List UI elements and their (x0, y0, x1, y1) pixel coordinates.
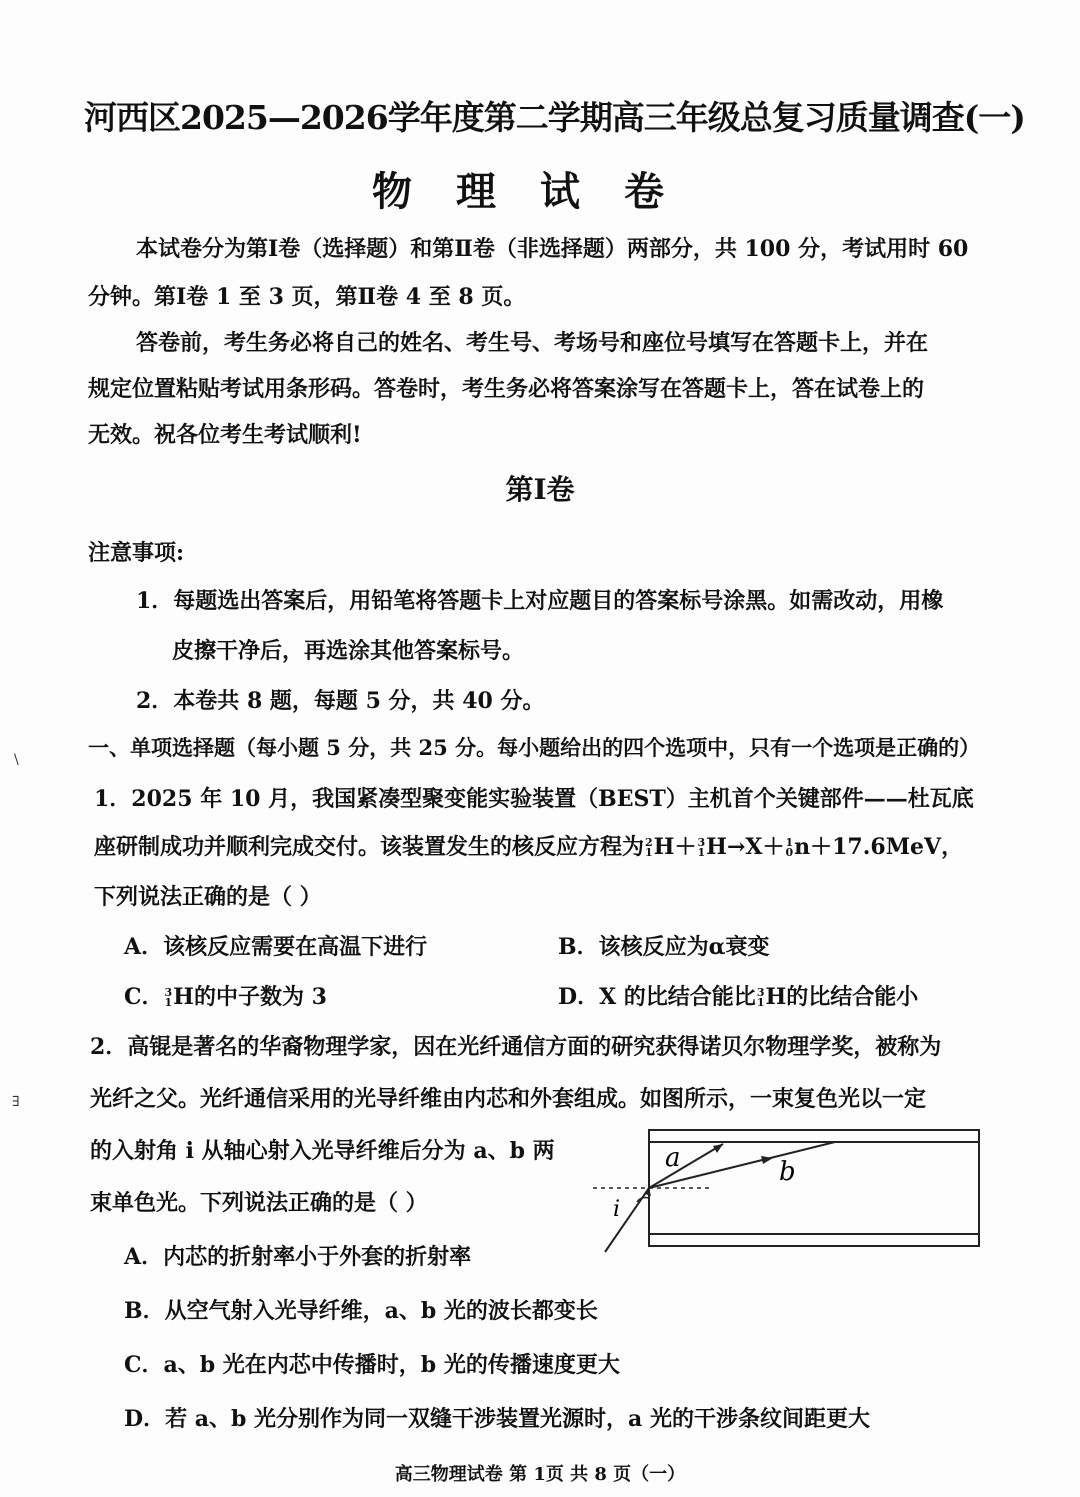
ray-a (649, 1144, 723, 1188)
q2-line-4: 束单色光。下列说法正确的是（ ） (90, 1190, 428, 1216)
part1-heading: 一、单项选择题（每小题 5 分，共 25 分。每小题给出的四个选项中，只有一个选项是正确的） (88, 735, 981, 760)
intro-line-4: 规定位置粘贴考试用条形码。答卷时，考生务必将答案涂写在答题卡上，答在试卷上的 (88, 376, 925, 402)
intro-line-2: 分钟。第Ⅰ卷 1 至 3 页，第Ⅱ卷 4 至 8 页。 (88, 284, 526, 310)
optical-fiber-figure (585, 1122, 985, 1262)
label-i: i (613, 1197, 621, 1222)
label-a: a (665, 1143, 681, 1173)
ray-a-arrowhead (713, 1144, 723, 1153)
exam-subject: 物理试卷 (372, 168, 708, 215)
reaction-arrow: →X＋ (726, 834, 785, 860)
intro-line-3: 答卷前，考生务必将自己的姓名、考生号、考场号和座位号填写在答题卡上，并在 (136, 330, 929, 356)
notice-item-1b: 皮擦干净后，再选涂其他答案标号。 (172, 638, 525, 664)
h2-isotope-numbers: 2 1 (645, 836, 653, 859)
option-d-isotope: 3 1 (756, 986, 765, 1009)
q1-line-2-text: 座研制成功并顺利完成交付。该装置发生的核反应方程为 (94, 834, 645, 860)
h2-symbol: H (653, 834, 675, 860)
q1-option-b: B．该核反应为α衰变 (558, 934, 770, 960)
neutron-numbers: 1 0 (785, 836, 794, 859)
q2-line-3: 的入射角 i 从轴心射入光导纤维后分为 a、b 两 (90, 1138, 555, 1164)
q1-option-d: D．X 的比结合能比 3 1 H的比结合能小 (558, 984, 919, 1010)
intro-line-5: 无效。祝各位考生考试顺利! (88, 422, 362, 448)
q2-line-2: 光纤之父。光纤通信采用的光导纤维由内芯和外套组成。如图所示，一束复色光以一定 (90, 1086, 927, 1112)
label-b: b (779, 1157, 796, 1187)
q1-line-3: 下列说法正确的是（ ） (94, 884, 322, 910)
q2-line-1: 2．高锟是著名的华裔物理学家，因在光纤通信方面的研究获得诺贝尔物理学奖，被称为 (90, 1034, 942, 1060)
q1-line-2 (94, 830, 963, 861)
section-title: 第Ⅰ卷 (505, 473, 575, 506)
h3-isotope-numbers: 3 1 (697, 836, 706, 859)
neutron-symbol: n (794, 834, 811, 860)
q1-line-1: 1．2025 年 10 月，我国紧凑型聚变能实验装置（BEST）主机首个关键部件——杜瓦底 (94, 786, 974, 812)
plus-sign: ＋ (674, 834, 697, 860)
margin-mark-1: \ (14, 752, 19, 768)
q2-option-b: B．从空气射入光导纤维，a、b 光的波长都变长 (124, 1298, 598, 1324)
h3-symbol: H (706, 834, 727, 860)
q2-option-d: D．若 a、b 光分别作为同一双缝干涉装置光源时，a 光的干涉条纹间距更大 (124, 1406, 870, 1432)
notice-item-1a: 1．每题选出答案后，用铅笔将答题卡上对应题目的答案标号涂黑。如需改动，用橡 (136, 588, 944, 614)
exam-title: 河西区2025—2026学年度第二学期高三年级总复习质量调查(一) (84, 98, 1025, 137)
q1-option-c: C． 3 1 H的中子数为 3 (124, 984, 327, 1010)
intro-line-1: 本试卷分为第Ⅰ卷（选择题）和第Ⅱ卷（非选择题）两部分，共 100 分，考试用时 60 (136, 236, 969, 262)
option-c-isotope: 3 1 (164, 986, 173, 1009)
q2-option-c: C．a、b 光在内芯中传播时，b 光的传播速度更大 (124, 1352, 620, 1378)
q1-option-a: A．该核反应需要在高温下进行 (124, 934, 428, 960)
notice-item-2: 2．本卷共 8 题，每题 5 分，共 40 分。 (136, 688, 545, 714)
margin-mark-2: ∃ (12, 1094, 20, 1110)
q2-option-a: A．内芯的折射率小于外套的折射率 (124, 1244, 472, 1270)
notice-heading: 注意事项: (88, 540, 185, 566)
energy-term: ＋17.6MeV， (810, 834, 964, 860)
page-footer: 高三物理试卷 第 1页 共 8 页（一） (394, 1464, 686, 1485)
